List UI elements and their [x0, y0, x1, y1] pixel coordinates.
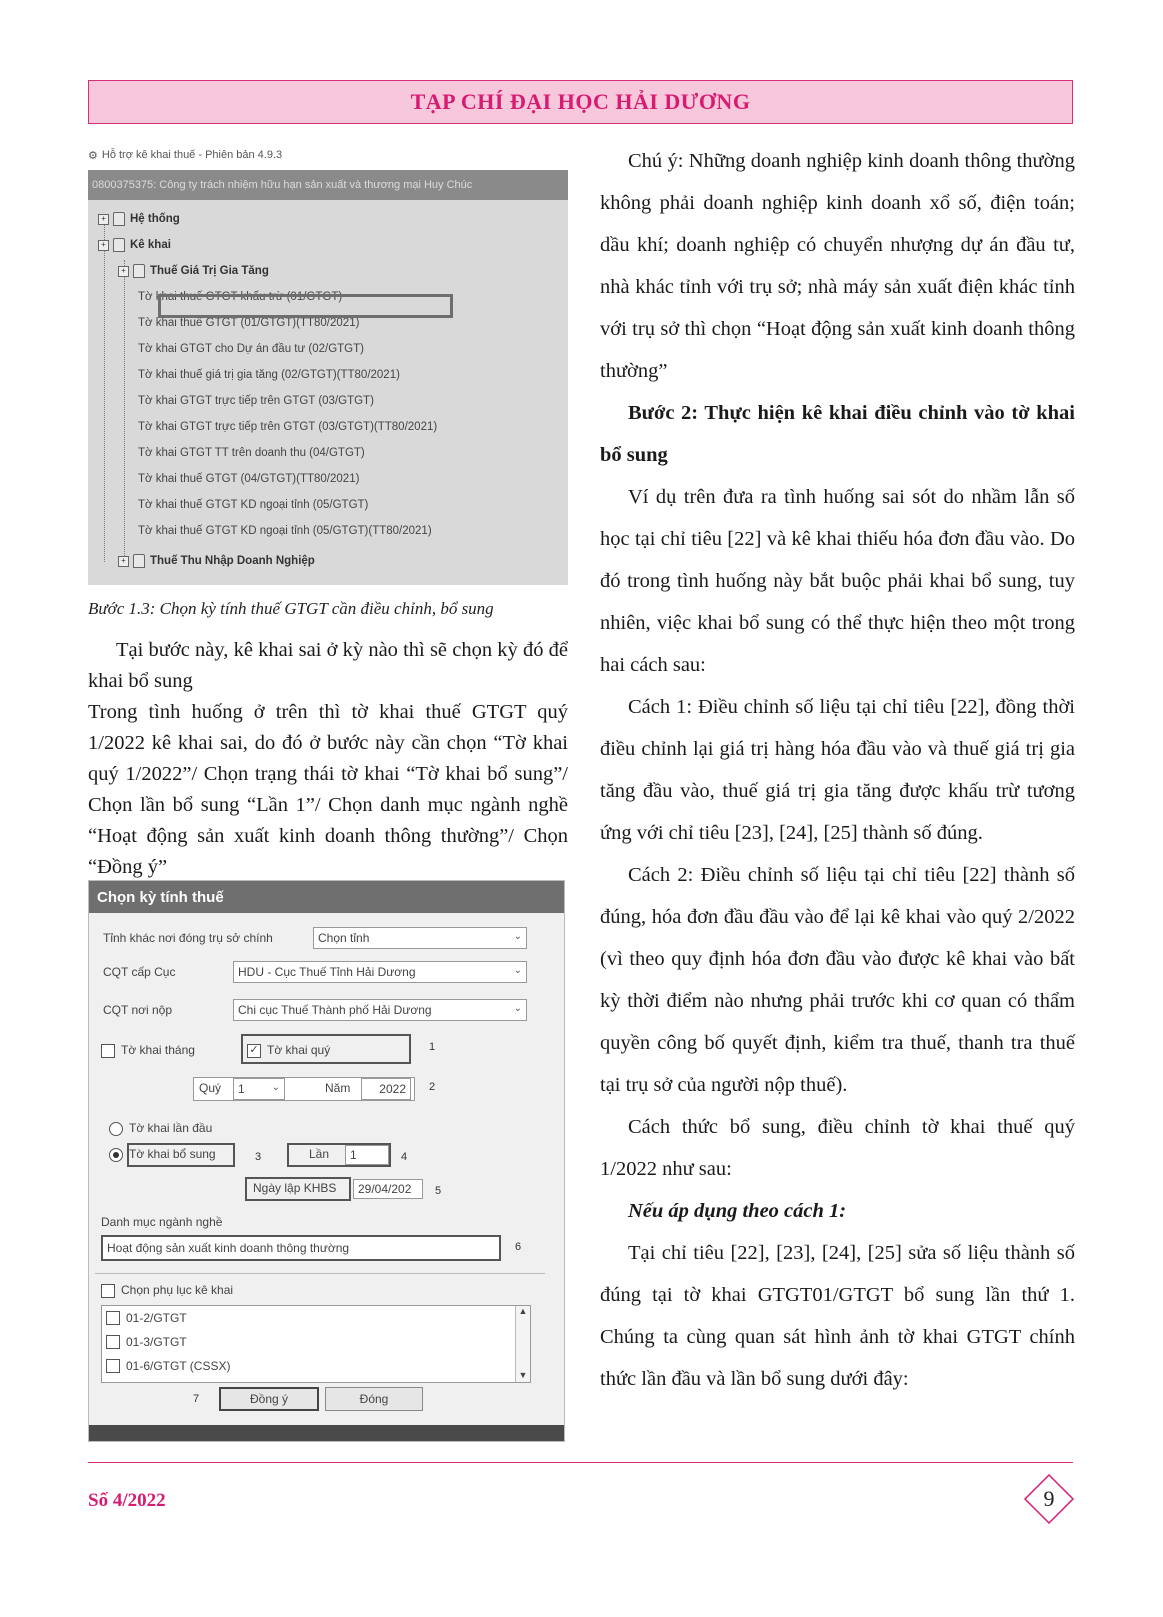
issue-number: Số 4/2022 — [88, 1490, 166, 1511]
choose-tax-period-dialog — [88, 880, 565, 1442]
checkbox-icon[interactable] — [106, 1359, 120, 1373]
dialog-title: Chọn kỳ tính thuế — [89, 881, 564, 913]
tinh-label: Tỉnh khác nơi đóng trụ sở chính — [103, 931, 273, 945]
company-name: 0800375375: Công ty trách nhiệm hữu hạn sản xuất và thương mại Huy Chúc — [92, 179, 473, 191]
highlight-box — [241, 1034, 411, 1064]
tree-item-form[interactable]: Tờ khai GTGT trực tiếp trên GTGT (03/GTGT)(TT80/2021) — [138, 421, 438, 433]
tree-item-form[interactable]: Tờ khai GTGT TT trên doanh thu (04/GTGT) — [138, 447, 365, 459]
scroll-down-icon[interactable]: ▼ — [518, 1370, 528, 1380]
checkbox-icon[interactable] — [101, 1044, 115, 1058]
step-marker: 1 — [429, 1041, 436, 1053]
lock-icon — [133, 264, 145, 278]
paragraph: Tại bước này, kê khai sai ở kỳ nào thì sẽ chọn kỳ đó để khai bổ sung — [88, 639, 568, 692]
section-heading: Bước 2: Thực hiện kê khai điều chỉnh vào tờ khai bổ sung — [600, 402, 1075, 466]
footer-divider — [88, 1462, 1073, 1463]
ngay-lap-label: Ngày lập KHBS — [253, 1181, 337, 1195]
step-marker: 7 — [193, 1393, 200, 1405]
tree-item-form[interactable]: Tờ khai thuế GTGT (01/GTGT)(TT80/2021) — [138, 317, 360, 329]
first-time-radio[interactable]: Tờ khai lần đầu — [109, 1121, 212, 1136]
cqt-cuc-select[interactable]: HDU - Cục Thuế Tỉnh Hải Dương ⌄ — [233, 961, 527, 983]
nam-input[interactable]: 2022 — [361, 1078, 411, 1100]
chevron-down-icon: ⌄ — [513, 931, 522, 942]
quy-select[interactable]: 1 ⌄ — [233, 1078, 285, 1100]
tree-item-form[interactable]: Tờ khai thuế giá trị gia tăng (02/GTGT)(TT80/2021) — [138, 369, 400, 381]
scroll-up-icon[interactable]: ▲ — [518, 1306, 528, 1316]
tree-item-form[interactable]: Tờ khai thuế GTGT (04/GTGT)(TT80/2021) — [138, 473, 360, 485]
step-marker: 3 — [255, 1151, 262, 1163]
ngay-lap-input[interactable]: 29/04/202 — [353, 1179, 423, 1199]
chevron-down-icon: ⌄ — [513, 965, 522, 976]
tree-item-form[interactable]: Tờ khai thuế GTGT KD ngoại tỉnh (05/GTGT)(TT80/2021) — [138, 525, 432, 537]
paragraph: Cách thức bổ sung, điều chỉnh tờ khai thuế quý 1/2022 như sau: — [600, 1116, 1075, 1180]
phu-luc-list[interactable] — [101, 1305, 531, 1383]
radio-selected-icon[interactable] — [109, 1148, 123, 1162]
paragraph: Ví dụ trên đưa ra tình huống sai sót do nhầm lẫn số học tại chỉ tiêu [22] và kê khai thiếu hóa đơn đầu vào. Do đó trong tình huống này bắt buộc phải khai bổ sung, tuy nhiên, việc khai bổ sung có thể thực hiện theo một trong hai cách sau: — [600, 486, 1075, 676]
danh-muc-field[interactable]: Hoạt động sản xuất kinh doanh thông thường — [101, 1235, 501, 1261]
right-column — [600, 140, 1075, 1400]
cqt-nop-label: CQT nơi nộp — [103, 1003, 173, 1017]
sub-heading: Nếu áp dụng theo cách 1: — [628, 1200, 847, 1222]
expand-icon[interactable]: + — [118, 266, 129, 277]
checkbox-icon[interactable] — [106, 1335, 120, 1349]
cqt-nop-select[interactable]: Chi cục Thuế Thành phố Hải Dương ⌄ — [233, 999, 527, 1021]
divider — [95, 1273, 545, 1274]
highlight-box — [158, 294, 453, 318]
left-body-text — [88, 635, 568, 883]
expand-icon[interactable]: + — [118, 556, 129, 567]
journal-header — [88, 80, 1073, 124]
tree-item-he-thong[interactable]: + Hệ thống — [98, 206, 180, 232]
step-marker: 5 — [435, 1185, 442, 1197]
tree-item-ke-khai[interactable]: + Kê khai — [98, 232, 171, 258]
lan-input[interactable]: 1 — [345, 1145, 389, 1165]
expand-icon[interactable]: + — [98, 214, 109, 225]
tree-item-form[interactable]: Tờ khai GTGT cho Dự án đầu tư (02/GTGT) — [138, 343, 364, 355]
app-icon: ⚙ — [88, 149, 98, 162]
close-button[interactable]: Đóng — [325, 1387, 423, 1411]
tree-item-form[interactable]: Tờ khai thuế GTGT khấu trừ (01/GTGT) — [138, 291, 343, 303]
checkbox-checked-icon[interactable]: ✓ — [247, 1044, 261, 1058]
paragraph: Cách 1: Điều chỉnh số liệu tại chỉ tiêu [22], đồng thời điều chỉnh lại giá trị hàng hóa đầu vào và thuế giá trị gia tăng đầu vào, thuế giá trị gia tăng được khấu trừ tương ứng với chỉ tiêu [23], [24], [25] thành số đúng. — [600, 696, 1075, 844]
menu-tree — [88, 200, 568, 585]
radio-icon[interactable] — [109, 1122, 123, 1136]
tax-software-tree-screenshot — [88, 140, 568, 585]
step-marker: 2 — [429, 1081, 436, 1093]
figure-caption: Bước 1.3: Chọn kỳ tính thuế GTGT cần điều chỉnh, bổ sung — [88, 599, 494, 618]
tree-item-thue-gtgt[interactable]: + Thuế Giá Trị Gia Tăng — [118, 258, 269, 284]
paragraph: Cách 2: Điều chỉnh số liệu tại chỉ tiêu [22] thành số đúng, hóa đơn đầu đầu vào để lại kê khai vào quý 2/2022 (vì theo quy định hóa đơn đầu vào được kê khai vào bất kỳ thời điểm nào nhưng phải trước khi cơ quan có thẩm quyền công bố quyết định, kiểm tra thuế, thanh tra thuế tại trụ sở của người nộp thuế). — [600, 864, 1075, 1096]
list-item[interactable]: 01-2/GTGT — [102, 1306, 530, 1330]
page-number: 9 — [1043, 1486, 1055, 1511]
chevron-down-icon: ⌄ — [271, 1082, 280, 1093]
agree-button[interactable]: Đồng ý — [219, 1387, 319, 1411]
page-number-badge — [1023, 1473, 1075, 1525]
supplementary-radio[interactable]: Tờ khai bổ sung — [109, 1147, 216, 1162]
company-bar — [88, 170, 568, 200]
quy-label: Quý — [199, 1081, 222, 1095]
checkbox-icon[interactable] — [101, 1284, 115, 1298]
paragraph: Trong tình huống ở trên thì tờ khai thuế GTGT quý 1/2022 kê khai sai, do đó ở bước này cần chọn “Tờ khai quý 1/2022”/ Chọn trạng thái tờ khai “Tờ khai bổ sung”/ Chọn lần bổ sung “Lần 1”/ Chọn danh mục ngành nghề “Hoạt động sản xuất kinh doanh thông thường”/ Chọn “Đồng ý” — [88, 701, 568, 878]
tree-item-thue-tndn[interactable]: + Thuế Thu Nhập Doanh Nghiệp — [118, 548, 315, 574]
step-marker: 4 — [401, 1151, 408, 1163]
checkbox-icon[interactable] — [106, 1311, 120, 1325]
monthly-checkbox[interactable]: Tờ khai tháng — [101, 1043, 195, 1058]
paragraph: Tại chỉ tiêu [22], [23], [24], [25] sửa số liệu thành số đúng tại tờ khai GTGT01/GTGT bổ sung lần thứ 1. Chúng ta cùng quan sát hình ảnh tờ khai GTGT chính thức lần đầu và lần bổ sung dưới đây: — [600, 1242, 1075, 1390]
cqt-cuc-label: CQT cấp Cục — [103, 965, 176, 979]
tinh-select[interactable]: Chọn tỉnh ⌄ — [313, 927, 527, 949]
window-titlebar — [88, 140, 568, 170]
dialog-bottom-bar — [89, 1425, 564, 1441]
window-title: Hỗ trợ kê khai thuế - Phiên bản 4.9.3 — [101, 149, 283, 161]
highlight-box — [127, 1143, 235, 1167]
danh-muc-label: Danh mục ngành nghề — [101, 1215, 223, 1229]
tree-item-form[interactable]: Tờ khai thuế GTGT KD ngoại tỉnh (05/GTGT) — [138, 499, 369, 511]
quarterly-checkbox[interactable]: ✓ Tờ khai quý — [247, 1043, 330, 1058]
step-marker: 6 — [515, 1241, 522, 1253]
lock-icon — [133, 554, 145, 568]
list-item[interactable]: 01-6/GTGT (CSSX) — [102, 1354, 530, 1378]
gear-icon — [113, 212, 125, 226]
nam-label: Năm — [325, 1081, 351, 1095]
expand-icon[interactable]: + — [98, 240, 109, 251]
tree-item-form[interactable]: Tờ khai GTGT trực tiếp trên GTGT (03/GTGT) — [138, 395, 374, 407]
chevron-down-icon: ⌄ — [513, 1003, 522, 1014]
journal-title: TẠP CHÍ ĐẠI HỌC HẢI DƯƠNG — [410, 89, 751, 114]
phu-luc-checkbox[interactable]: Chọn phụ lục kê khai — [101, 1283, 233, 1298]
lan-label: Lần — [309, 1147, 330, 1161]
lock-icon — [113, 238, 125, 252]
list-item[interactable]: 01-3/GTGT — [102, 1330, 530, 1354]
paragraph: Chú ý: Những doanh nghiệp kinh doanh thông thường không phải doanh nghiệp kinh doanh xổ số, điện toán; dầu khí; doanh nghiệp có chuyển nhượng dự án đầu tư, nhà khác tỉnh với trụ sở; nhà máy sản xuất điện khác tỉnh với trụ sở thì chọn “Hoạt động sản xuất kinh doanh thông thường” — [600, 150, 1075, 382]
left-column — [88, 140, 568, 883]
scrollbar[interactable] — [515, 1306, 530, 1382]
